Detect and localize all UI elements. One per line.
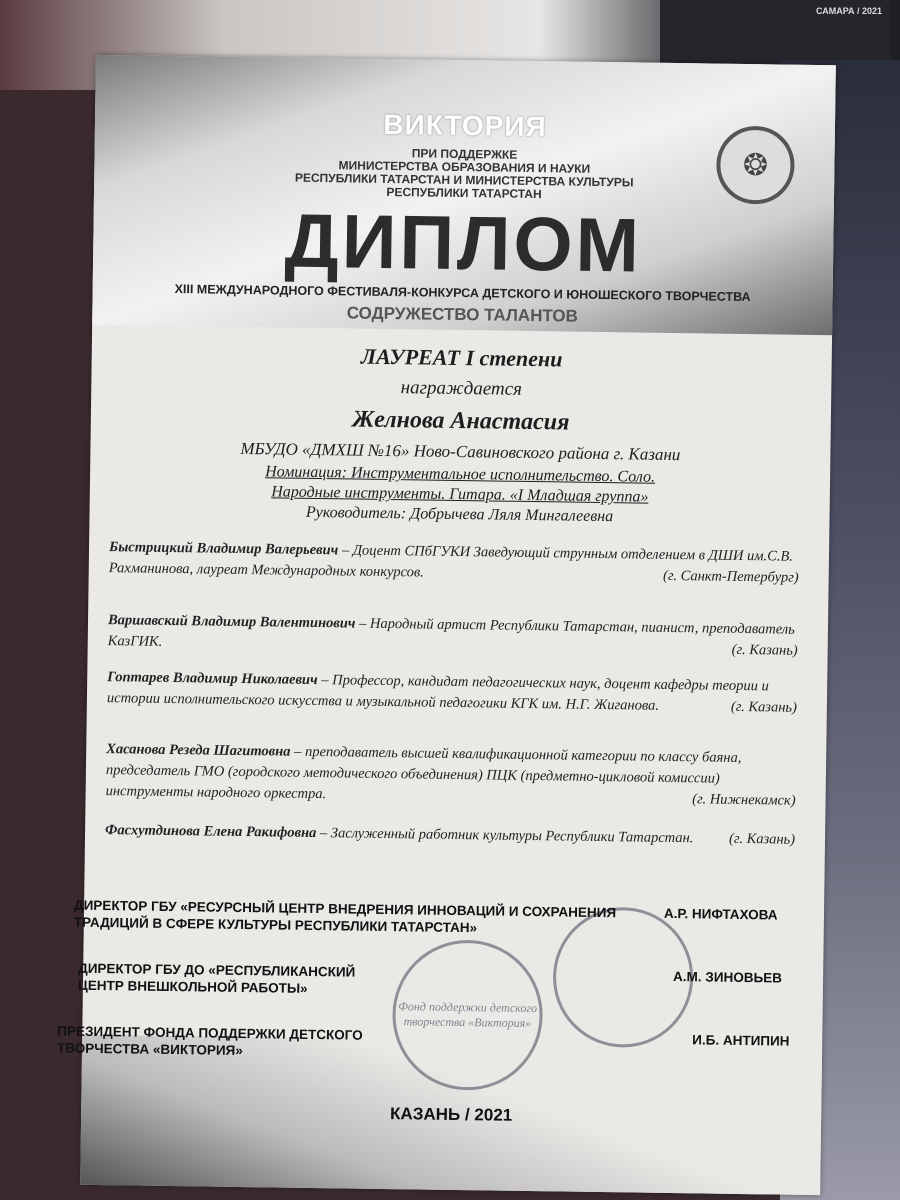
- logo: ВИКТОРИЯ: [383, 108, 547, 143]
- tatarstan-emblem-icon: ❂: [716, 126, 795, 205]
- jury-desc: – Доцент СПбГУКИ Заведующий струнным отделением в ДШИ им.С.В. Рахманинова, лауреат Международных конкурсов.: [108, 542, 794, 581]
- support-line: РЕСПУБЛИКИ ТАТАРСТАН: [386, 184, 542, 202]
- city-year: КАЗАНЬ / 2021: [389, 1104, 513, 1125]
- jury-member: [109, 537, 800, 589]
- school: МБУДО «ДМХШ №16» Ново-Савиновского района г. Казани: [240, 438, 681, 465]
- teacher: Руководитель: Добрычева Ляля Мингалеевна: [305, 503, 614, 526]
- jury-desc: – Профессор, кандидат педагогических наук, доцент кафедры теории и истории исполнительского искусства и музыкальной педагогики КГК им. Н.Г. Жиганова.: [106, 672, 769, 714]
- jury-city: (г. Нижнекамск): [692, 791, 796, 809]
- page-title: ДИПЛОМ: [284, 198, 643, 289]
- jury-member: [105, 820, 795, 851]
- rank: ЛАУРЕАТ I степени: [360, 343, 563, 372]
- jury-desc: – Народный артист Республики Татарстан, пианист, преподаватель КазГИК.: [107, 615, 795, 650]
- signatory-title: ДИРЕКТОР ГБУ ДО «РЕСПУБЛИКАНСКИЙ ЦЕНТР ВНЕШКОЛЬНОЙ РАБОТЫ»: [77, 960, 356, 996]
- support-line: МИНИСТЕРСТВА ОБРАЗОВАНИЯ И НАУКИ: [338, 158, 591, 176]
- jury-name: Гоптарев Владимир Николаевич: [107, 669, 318, 689]
- support-line: РЕСПУБЛИКИ ТАТАРСТАН И МИНИСТЕРСТВА КУЛЬТУРЫ: [294, 170, 634, 190]
- jury-city: (г. Санкт-Петербург): [662, 567, 799, 586]
- signatory-title: ПРЕЗИДЕНТ ФОНДА ПОДДЕРЖКИ ДЕТСКОГО ТВОРЧЕСТВА «ВИКТОРИЯ»: [56, 1023, 363, 1059]
- stamp-victoria: Фонд поддержки детского творчества «Виктория»: [392, 939, 544, 1091]
- diploma: [56, 55, 836, 1195]
- signatory-name: И.Б. АНТИПИН: [692, 1032, 790, 1049]
- jury-desc: – Заслуженный работник культуры Республики Татарстан.: [316, 825, 694, 847]
- jury-name: Варшавский Владимир Валентинович: [107, 612, 356, 632]
- awarded: награждается: [400, 377, 523, 400]
- photo-caption: САМАРА / 2021: [815, 6, 882, 16]
- support-line: ПРИ ПОДДЕРЖКЕ: [411, 146, 518, 162]
- jury-name: Хасанова Резеда Шагитовна: [106, 741, 291, 760]
- signatory-name: А.Р. НИФТАХОВА: [663, 905, 778, 923]
- jury-member: [107, 667, 798, 719]
- signatory-name: А.М. ЗИНОВЬЕВ: [673, 969, 783, 986]
- jury-member: [108, 610, 799, 662]
- jury-name: Фасхутдинова Елена Ракифовна: [104, 822, 317, 842]
- jury-member: [105, 739, 796, 812]
- nomination: [89, 460, 830, 530]
- jury-city: (г. Казань): [731, 641, 798, 659]
- nomination-line: Номинация: Инструментальное исполнительство. Соло.: [265, 463, 656, 486]
- signatory-title: ДИРЕКТОР ГБУ «РЕСУРСНЫЙ ЦЕНТР ВНЕДРЕНИЯ ИННОВАЦИЙ И СОХРАНЕНИЯ ТРАДИЦИЙ В СФЕРЕ КУЛЬТУРЫ РЕСПУБЛИКИ ТАТАРСТАН»: [73, 897, 617, 936]
- recipient: Желнова Анастасия: [352, 406, 570, 436]
- jury-name: Быстрицкий Владимир Валерьевич: [108, 539, 339, 559]
- jury-desc: – преподаватель высшей квалификационной категории по классу баяна, председатель ГМО (городского методического объединения) ПЦК (предметно-цикловой комиссии) инструменты народного оркестра.: [105, 743, 742, 803]
- festival-name: СОДРУЖЕСТВО ТАЛАНТОВ: [346, 303, 579, 326]
- nomination-line: Народные инструменты. Гитара. «I Младшая группа»: [271, 483, 649, 506]
- jury-city: (г. Казань): [730, 698, 797, 716]
- jury-city: (г. Казань): [728, 830, 796, 848]
- festival: XIII МЕЖДУНАРОДНОГО ФЕСТИВАЛЯ-КОНКУРСА ДЕТСКОГО И ЮНОШЕСКОГО ТВОРЧЕСТВА: [174, 282, 751, 305]
